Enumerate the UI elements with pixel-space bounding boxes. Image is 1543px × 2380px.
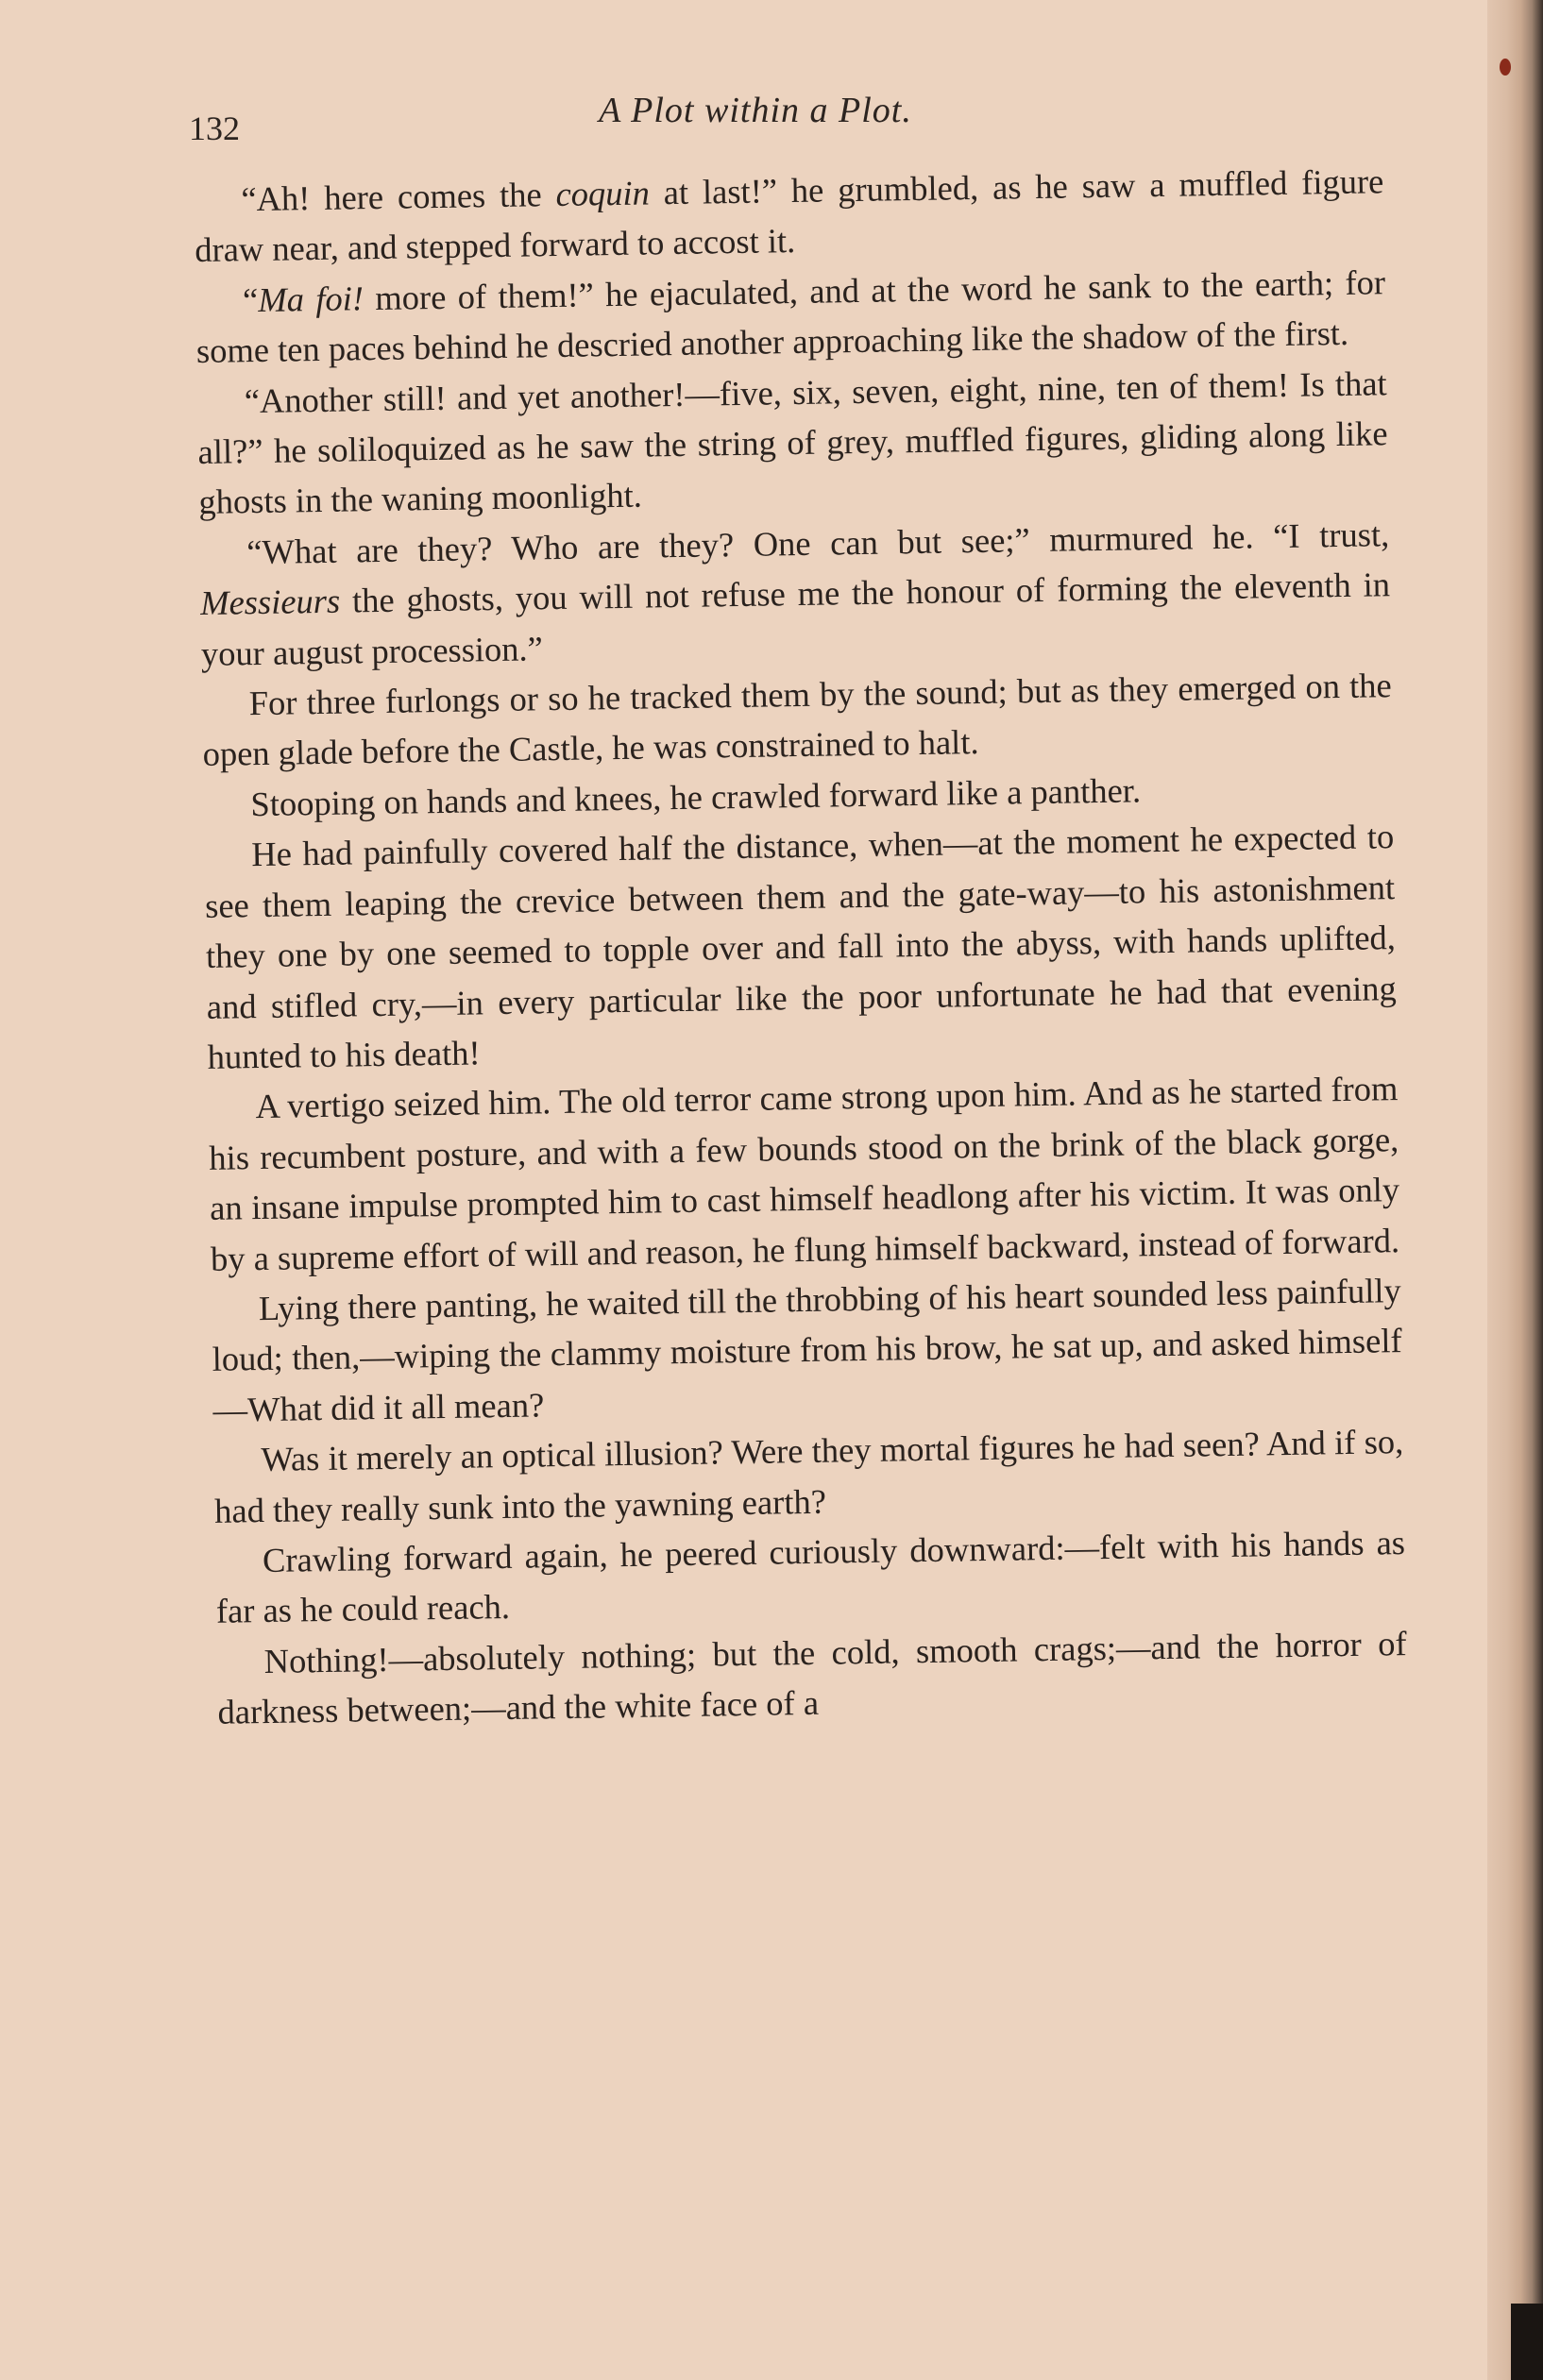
text-run: “What are they? Who are they? One can but see;” murmured he. “I trust,	[246, 515, 1390, 572]
ink-mark	[1500, 59, 1511, 76]
italic-text: Messieurs	[199, 581, 341, 623]
paragraph	[194, 156, 1385, 276]
text-run: more of them!” he ejaculated, and at the word he sank to the earth; for some ten paces behind he descried another approaching like the shadow of the first.	[195, 262, 1386, 371]
text-run: He had painfully covered half the distance, when—at the moment he expected to see them leaping the crevice between them and the gate-way—to his astonishment they one by one seemed to topple over and fall into the abyss, with hands uplifted, and stifled cry,—in every particular like the poor unfortunate he had that evening hunted to his death!	[204, 817, 1398, 1076]
text-run: “Another still! and yet another!—five, six, seven, eight, nine, ten of them! Is that all?” he soliloquized as he saw the string of grey, muffled figures, gliding along like ghosts in the waning moonlight.	[197, 363, 1388, 522]
paragraph	[204, 811, 1398, 1082]
paragraph	[211, 1265, 1402, 1435]
paragraph	[213, 1416, 1405, 1536]
text-run: “	[242, 279, 259, 320]
text-run: For three furlongs or so he tracked them by the sound; but as they emerged on the open glade before the Castle, he was constrained to halt.	[202, 666, 1392, 774]
text-run: Was it merely an optical illusion? Were they mortal figures he had seen? And if so, had they really sunk into the yawning earth?	[213, 1422, 1404, 1530]
italic-text: Ma foi!	[257, 279, 365, 319]
page-number: 132	[189, 110, 240, 147]
text-run: at last!” he grumbled, as he saw a muffled figure draw near, and stepped forward to accost it.	[194, 161, 1384, 270]
page-edge	[1487, 0, 1543, 2380]
text-run: Stooping on hands and knees, he crawled forward like a panther.	[250, 770, 1142, 824]
paragraph	[195, 257, 1387, 377]
text-run: Nothing!—absolutely nothing; but the cold, smooth crags;—and the horror of darkness between;—and the white face of a	[217, 1623, 1407, 1731]
text-run: A vertigo seized him. The old terror came strong upon him. And as he started from his recumbent posture, and with a few bounds stood on the brink of the black gorge, an insane impulse prompted him to cast himself headlong after his victim. It was only by a supreme effort of will and reason, he flung himself backward, instead of forward.	[209, 1069, 1400, 1278]
paragraph	[199, 509, 1391, 679]
italic-text: coquin	[555, 173, 651, 213]
paragraph	[196, 358, 1388, 528]
body-text	[194, 156, 1408, 1737]
text-run: the ghosts, you will not refuse me the honour of forming the eleventh in your august procession.”	[200, 565, 1391, 673]
text-run: Lying there panting, he waited till the throbbing of his heart sounded less painfully loud; then,—wiping the clammy moisture from his brow, he sat up, and asked himself—What did it all mean?	[212, 1271, 1402, 1429]
paragraph	[215, 1517, 1407, 1637]
text-run: “Ah! here comes the	[241, 174, 556, 219]
paragraph	[216, 1618, 1408, 1738]
running-title: A Plot within a Plot.	[599, 91, 912, 130]
paragraph	[201, 660, 1393, 780]
text-run: Crawling forward again, he peered curiously downward:—felt with his hands as far as he could reach.	[215, 1522, 1406, 1631]
paragraph	[208, 1063, 1400, 1283]
binding-strip	[1511, 2304, 1543, 2380]
running-head	[189, 90, 1322, 146]
